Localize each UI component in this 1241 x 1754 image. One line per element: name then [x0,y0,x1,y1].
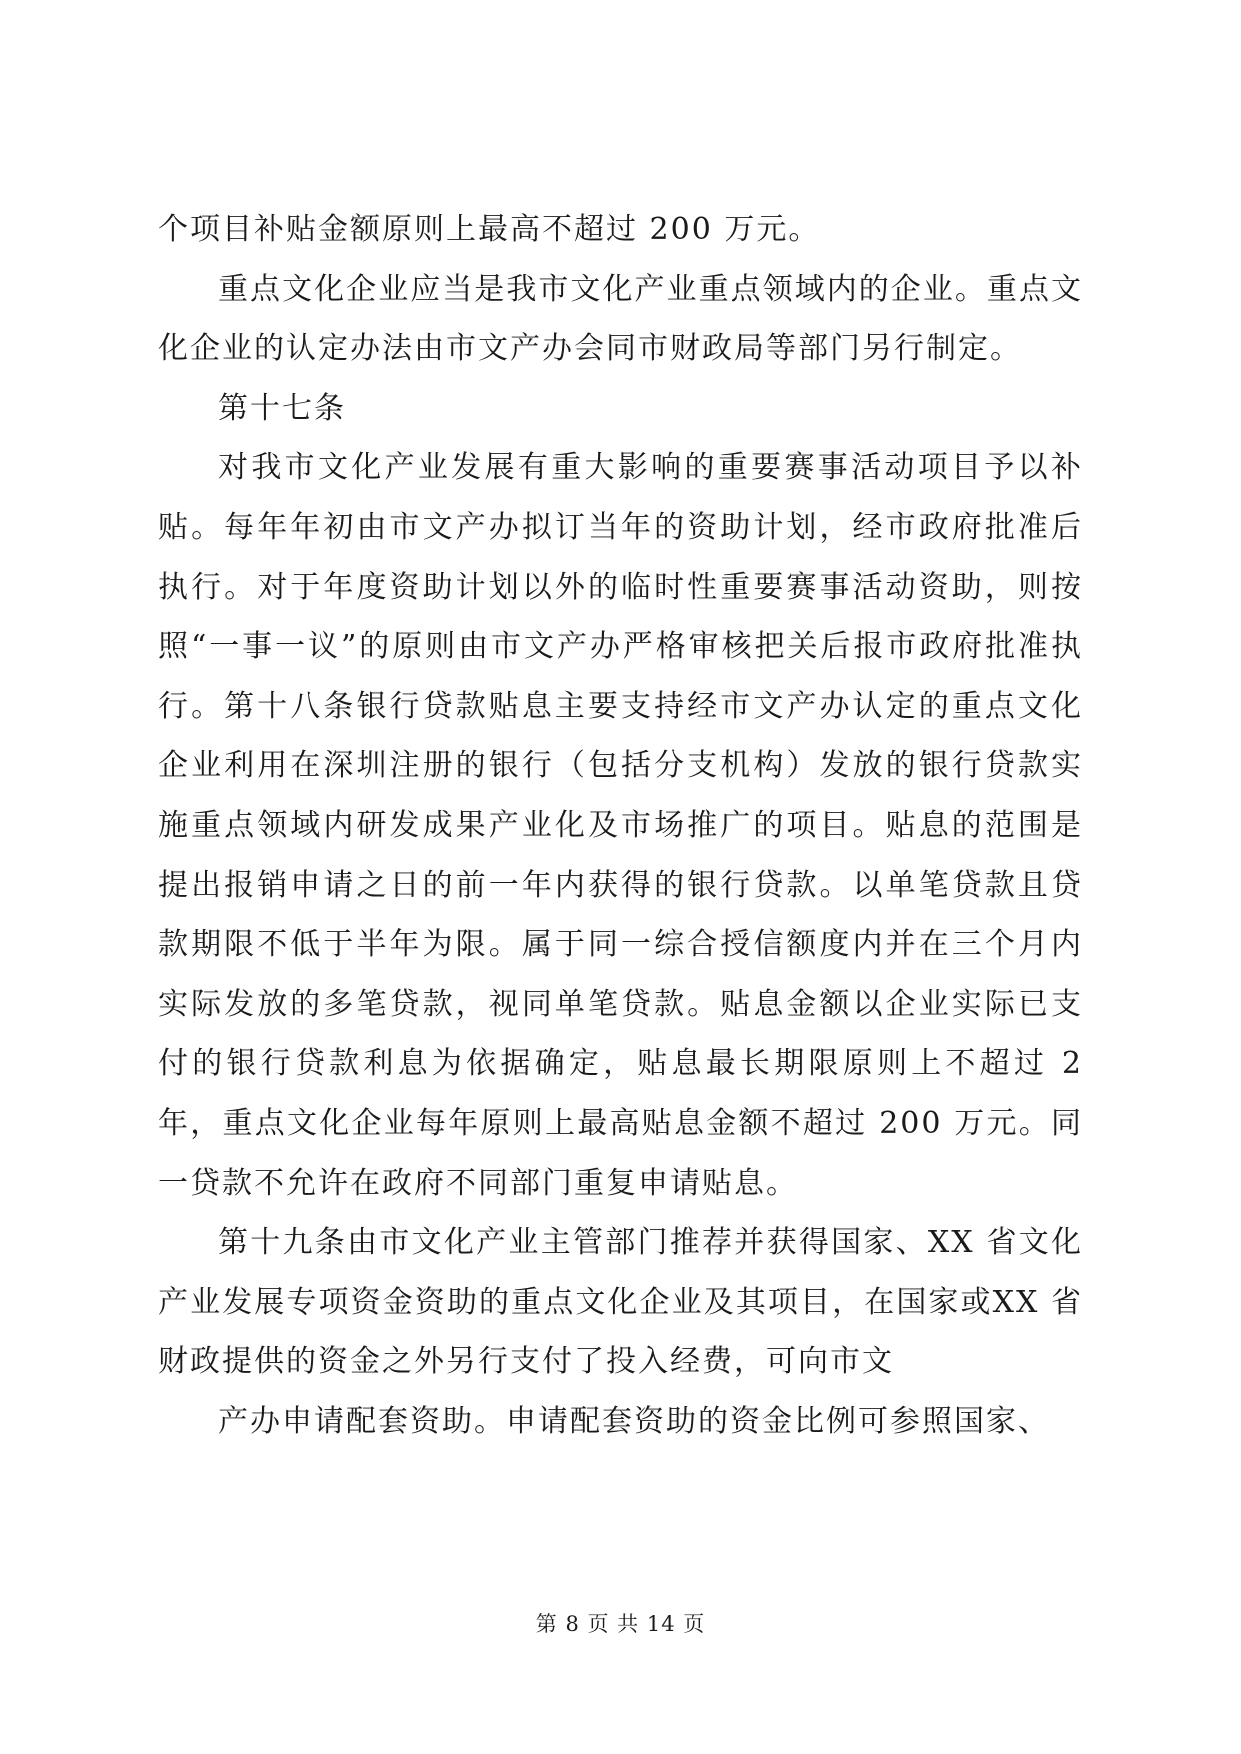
paragraph-1: 个项目补贴金额原则上最高不超过 200 万元。 [158,212,821,247]
paragraph-5: 第十九条由市文化产业主管部门推荐并获得国家、XX 省文化产业发展专项资金资助的重点文化企业及其项目，在国家或XX 省财政提供的资金之外另行支付了投入经费，可向市文 [158,1225,1083,1380]
document-body [158,200,1083,1451]
paragraph-2: 重点文化企业应当是我市文化产业重点领域内的企业。重点文化企业的认定办法由市文产办会同市财政局等部门另行制定。 [158,271,1083,367]
article-heading-17: 第十七条 [218,390,346,426]
paragraph-4: 对我市文化产业发展有重大影响的重要赛事活动项目予以补贴。每年年初由市文产办拟订当年的资助计划，经市政府批准后执行。对于年度资助计划以外的临时性重要赛事活动资助，则按照“一事一议”的原则由市文产办严格审核把关后报市政府批准执行。第十八条银行贷款贴息主要支持经市文产办认定的重点文化企业利用在深圳注册的银行（包括分支机构）发放的银行贷款实施重点领域内研发成果产业化及市场推广的项目。贴息的范围是提出报销申请之日的前一年内获得的银行贷款。以单笔贷款且贷款期限不低于半年为限。属于同一综合授信额度内并在三个月内实际发放的多笔贷款，视同单笔贷款。贴息金额以企业实际已支付的银行贷款利息为依据确定，贴息最长期限原则上不超过 2 年，重点文化企业每年原则上最高贴息金额不超过 200 万元。同一贷款不允许在政府不同部门重复申请贴息。 [158,450,1083,1201]
page-number-footer: 第 8 页 共 14 页 [535,1612,706,1636]
paragraph-6: 产办申请配套资助。申请配套资助的资金比例可参照国家、 [218,1403,1050,1439]
